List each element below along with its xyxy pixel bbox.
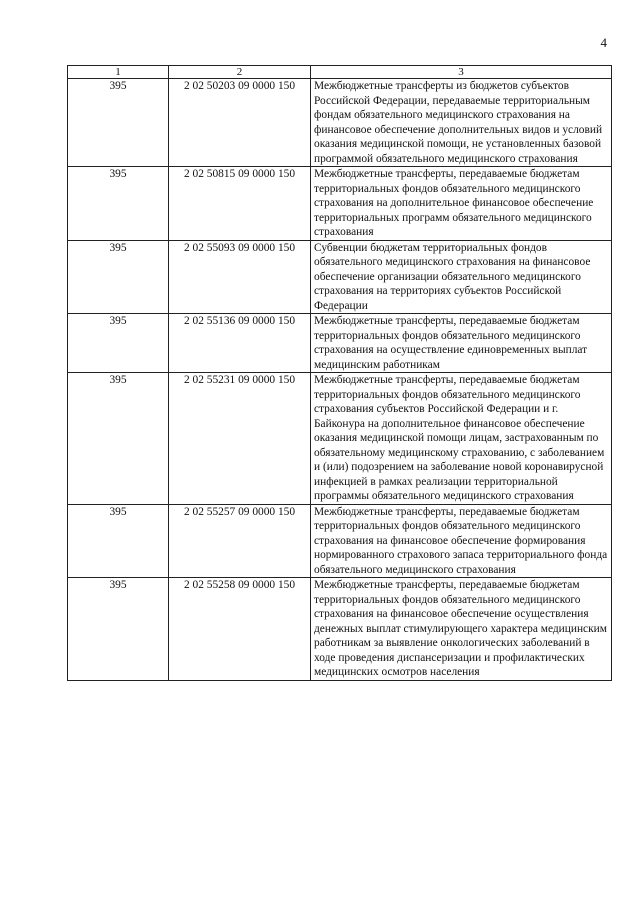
column-header-1: 1 — [68, 66, 169, 79]
administrator-code-cell: 395 — [68, 373, 169, 505]
description-cell: Межбюджетные трансферты, передаваемые бюджетам территориальных фондов обязательного медицинского страхования субъектов Российской Федерации и г. Байконура на дополнительное финансовое обеспечение оказания медицинской помощи лицам, застрахованным по обязательному медицинскому страхованию, с заболеванием и (или) подозрением на заболевание новой коронавирусной инфекцией в рамках реализации территориальной программы обязательного медицинского страхования — [311, 373, 612, 505]
column-header-2: 2 — [169, 66, 311, 79]
table-row — [68, 240, 612, 314]
budget-code-cell: 2 02 55093 09 0000 150 — [169, 240, 311, 314]
administrator-code-cell: 395 — [68, 504, 169, 578]
description-cell: Межбюджетные трансферты, передаваемые бюджетам территориальных фондов обязательного медицинского страхования на финансовое обеспечение осуществления денежных выплат стимулирующего характера медицинским работникам за выявление онкологических заболеваний в ходе проведения диспансеризации и профилактических медицинских осмотров населения — [311, 578, 612, 681]
table-row — [68, 373, 612, 505]
administrator-code-cell: 395 — [68, 578, 169, 681]
budget-code-cell: 2 02 55231 09 0000 150 — [169, 373, 311, 505]
description-cell: Межбюджетные трансферты, передаваемые бюджетам территориальных фондов обязательного медицинского страхования на финансовое обеспечение формирования нормированного страхового запаса территориального фонда обязательного медицинского страхования — [311, 504, 612, 578]
administrator-code-cell: 395 — [68, 314, 169, 373]
table-row — [68, 578, 612, 681]
table-row — [68, 504, 612, 578]
description-cell: Межбюджетные трансферты, передаваемые бюджетам территориальных фондов обязательного медицинского страхования на дополнительное финансовое обеспечение территориальных программ обязательного медицинского страхования — [311, 167, 612, 241]
administrator-code-cell: 395 — [68, 79, 169, 167]
budget-code-cell: 2 02 55258 09 0000 150 — [169, 578, 311, 681]
administrator-code-cell: 395 — [68, 167, 169, 241]
budget-code-cell: 2 02 55136 09 0000 150 — [169, 314, 311, 373]
column-header-3: 3 — [311, 66, 612, 79]
administrator-code-cell: 395 — [68, 240, 169, 314]
table-row — [68, 167, 612, 241]
page-number: 4 — [600, 35, 607, 50]
table-row — [68, 314, 612, 373]
budget-code-cell: 2 02 55257 09 0000 150 — [169, 504, 311, 578]
budget-classification-table — [67, 65, 612, 681]
table-header-row — [68, 66, 612, 79]
budget-code-cell: 2 02 50815 09 0000 150 — [169, 167, 311, 241]
description-cell: Межбюджетные трансферты из бюджетов субъектов Российской Федерации, передаваемые территориальным фондам обязательного медицинского страхования на финансовое обеспечение дополнительных видов и условий оказания медицинской помощи, не установленных базовой программой обязательного медицинского страхования — [311, 79, 612, 167]
table-row — [68, 79, 612, 167]
description-cell: Субвенции бюджетам территориальных фондов обязательного медицинского страхования на финансовое обеспечение организации обязательного медицинского страхования на территориях субъектов Российской Федерации — [311, 240, 612, 314]
description-cell: Межбюджетные трансферты, передаваемые бюджетам территориальных фондов обязательного медицинского страхования на осуществление единовременных выплат медицинским работникам — [311, 314, 612, 373]
budget-code-cell: 2 02 50203 09 0000 150 — [169, 79, 311, 167]
